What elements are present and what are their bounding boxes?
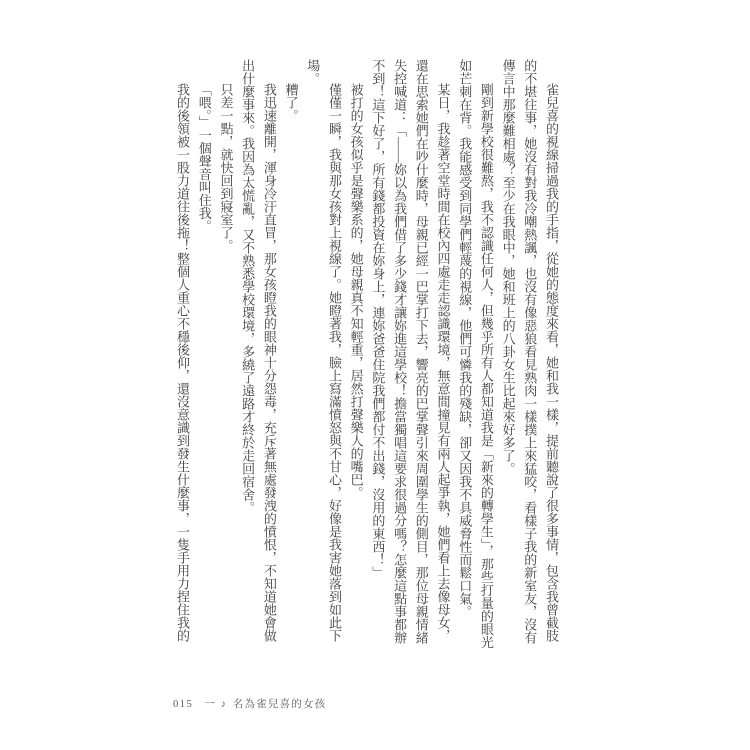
paragraph: 我迅速離開，渾身冷汗直冒，那女孩瞪我的眼神十分怨毒，充斥著無處發洩的憤恨，不知道她會做出什麼事來。我因為太慌亂，又不熟悉學校環境，多繞了遠路才終於走回宿舍。 — [240, 59, 277, 642]
paragraph: 僅僅一瞬，我與那女孩對上視線了。她瞪著我，臉上寫滿憤怒與不甘心，好像是我害她落到如此下場。 — [305, 59, 342, 642]
chapter-number: 一 — [204, 699, 215, 710]
page-footer — [173, 696, 326, 711]
paragraph: 某日，我趁著空堂時間在校內四處走走認識環境，無意間撞見有兩人起爭執，她們看上去像母女，還在思索她們在吵什麼時，母親已經一巴掌打下去，響亮的巴掌聲引來周圍學生的側目，那位母親情緒失控喊道：「——妳以為我們借了多少錢才讓妳進這學校！擔當獨唱這要求很過分嗎？怎麼這點事都辦不到！這下好了，所有錢都投資在妳身上，連妳爸爸住院我們都付不出錢，沒用的東西！」 — [370, 59, 451, 644]
page-number: 015 — [173, 699, 194, 710]
paragraph: 我的後領被一股力道往後拖！整個人重心不穩後仰，還沒意識到發生什麼事，一隻手用力捏住我的 — [175, 83, 191, 642]
paragraph: 只差一點，就快回到寢室了。 — [218, 83, 234, 252]
music-note-icon: ♪ — [220, 699, 226, 710]
paragraph: 被打的女孩似乎是聲樂系的，她母親真不知輕重，居然打聲樂人的嘴巴。 — [348, 83, 364, 499]
chapter-title: 名為雀兒喜的女孩 — [232, 699, 327, 710]
body-text — [171, 59, 562, 651]
paragraph: 雀兒喜的視線掃過我的手指，從她的態度來看，她和我一樣，提前聽說了很多事情，包含我曾截肢的不堪往事，她沒有對我冷嘲熱諷，也沒有像惡狼看見熟肉一樣撲上來猛咬，看樣子我的新室友，沒有傳言中那麼難相處？至少在我眼中，她和班上的八卦女生比起來好多了。 — [500, 59, 559, 644]
paragraph: 剛到新學校很難熬，我不認識任何人，但幾乎所有人都知道我是「新來的轉學生」，那些打量的眼光如芒刺在背。我能感受到同學們輕蔑的視線，他們可憐我的殘缺，卻又因我不具威脅性而鬆口氣。 — [457, 59, 494, 649]
paragraph: 糟了。 — [283, 83, 299, 122]
paragraph: 「喂。」一個聲音叫住我。 — [196, 83, 212, 233]
